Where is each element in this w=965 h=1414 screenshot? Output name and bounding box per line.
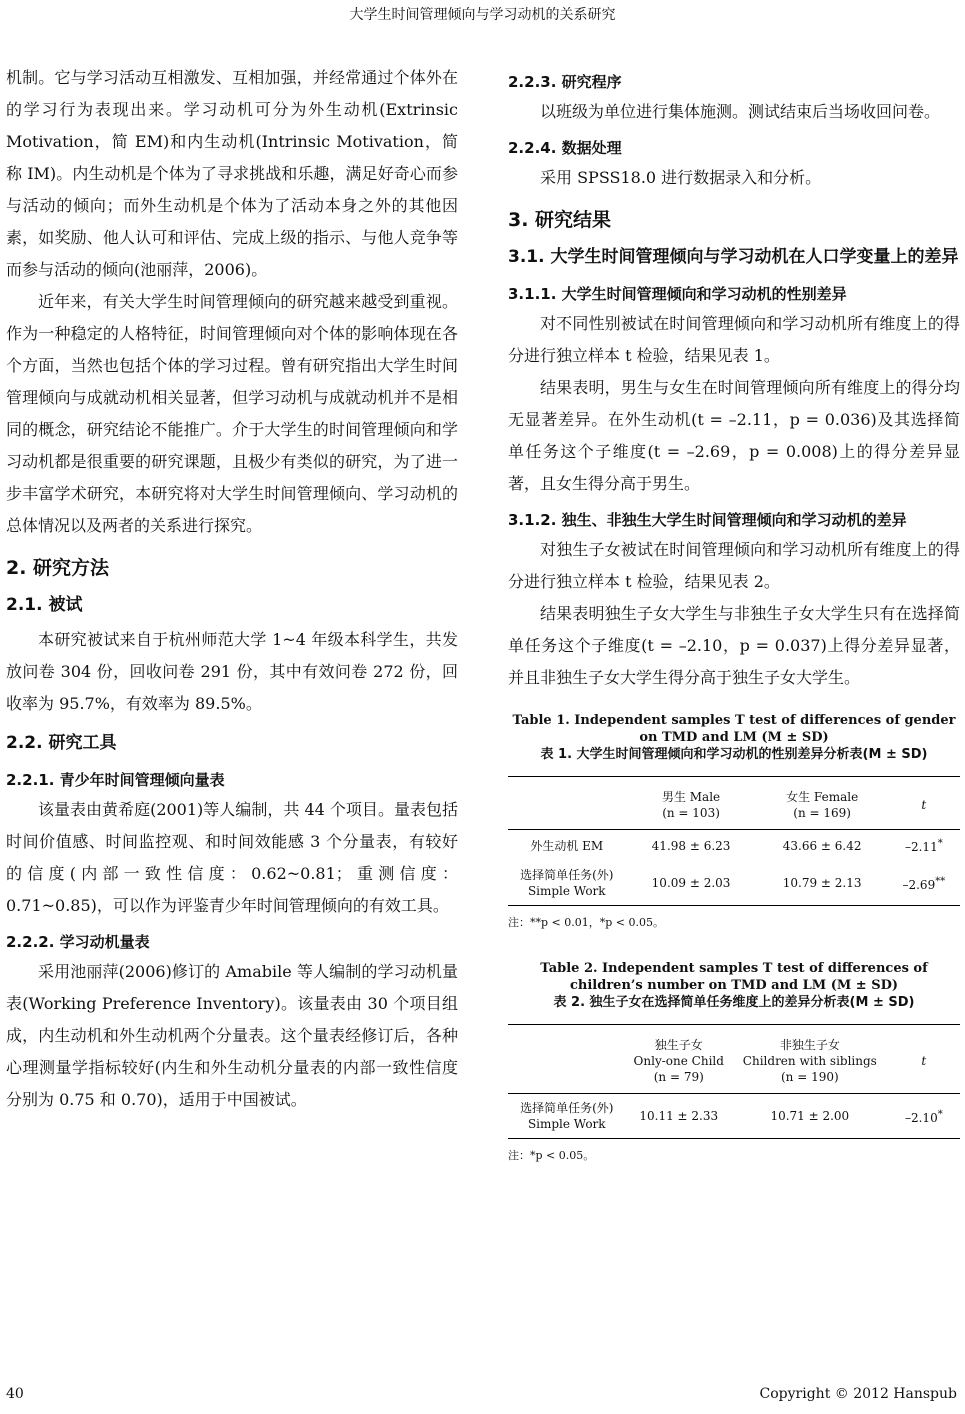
subsection-heading: 3.1. 大学生时间管理倾向与学习动机在人口学变量上的差异 — [508, 247, 959, 267]
table-header-cell: t — [888, 777, 960, 830]
row-label: 选择简单任务(外) Simple Work — [520, 868, 614, 898]
right-column — [508, 62, 960, 1163]
t-value: –2.11* — [904, 838, 943, 854]
table-row — [508, 861, 960, 906]
male-value: 10.09 ± 2.03 — [651, 876, 731, 890]
table-2 — [508, 1024, 960, 1139]
paragraph: 本研究被试来自于杭州师范大学 1~4 年级本科学生，共发放问卷 304 份，回收问卷 291 份，其中有效问卷 272 份，回收率为 95.7%，有效率为 89.5%。 — [6, 630, 458, 713]
section-heading: 2. 研究方法 — [6, 557, 110, 579]
subsubsection-heading: 3.1.1. 大学生时间管理倾向和学习动机的性别差异 — [508, 285, 847, 303]
paragraph: 对独生子女被试在时间管理倾向和学习动机所有维度上的得分进行独立样本 t 检验，结果见表 2。 — [508, 540, 960, 591]
table-header-cell — [508, 777, 626, 830]
female-value: 43.66 ± 6.42 — [782, 838, 862, 853]
subsection-heading: 2.1. 被试 — [6, 595, 83, 615]
page-number: 40 — [6, 1386, 24, 1402]
t-value: –2.69** — [902, 875, 946, 892]
paragraph: 对不同性别被试在时间管理倾向和学习动机所有维度上的得分进行独立样本 t 检验，结果见表 1。 — [508, 314, 960, 365]
row-label: 选择简单任务(外) Simple Work — [520, 1101, 614, 1131]
paragraph: 结果表明，男生与女生在时间管理倾向所有维度上的得分均无显著差异。在外生动机(t = –2.11，p = 0.036)及其选择简单任务这个子维度(t = –2.69，p = 0.008)上的得分差异显著，且女生得分高于男生。 — [508, 378, 960, 493]
table-header-cell — [508, 1025, 626, 1094]
t-value: –2.10* — [904, 1108, 943, 1125]
subsubsection-heading: 2.2.3. 研究程序 — [508, 73, 622, 91]
table-1-caption-cn: 表 1. 大学生时间管理倾向和学习动机的性别差异分析表(M ± SD) — [540, 747, 928, 762]
table-header-cell: 男生 Male (n = 103) — [626, 777, 757, 830]
table-1-note: 注：**p < 0.01，*p < 0.05。 — [508, 916, 664, 929]
paragraph: 采用 SPSS18.0 进行数据录入和分析。 — [540, 168, 822, 187]
table-header-cell: 女生 Female (n = 169) — [757, 777, 888, 830]
subsection-heading: 2.2. 研究工具 — [6, 733, 117, 753]
table-header-cell: 非独生子女 Children with siblings (n = 190) — [732, 1025, 888, 1094]
siblings-value: 10.71 ± 2.00 — [770, 1109, 850, 1123]
table-header-cell: t — [888, 1025, 960, 1094]
table-row — [508, 830, 960, 862]
paragraph: 机制。它与学习活动互相激发、互相加强，并经常通过个体外在的学习行为表现出来。学习动机可分为外生动机(Extrinsic Motivation，简 EM)和内生动机(Intrinsic Motivation，简称 IM)。内生动机是个体为了寻求挑战和乐趣，满足好奇心而参与活动的倾向；而外生动机是个体为了活动本身之外的其他因素，如奖励、他人认可和评估、完成上级的指示、与他人竞争等而参与活动的倾向(池丽萍，2006)。 — [6, 68, 458, 279]
table-2-note: 注：*p < 0.05。 — [508, 1149, 595, 1162]
row-label: 外生动机 EM — [530, 838, 604, 853]
table-2-caption-en: Table 2. Independent samples T test of differences of children’s number on TMD and LM (M ± SD) — [540, 961, 928, 993]
male-value: 41.98 ± 6.23 — [651, 838, 731, 853]
left-column — [6, 62, 458, 1116]
table-1-caption-en: Table 1. Independent samples T test of differences of gender on TMD and LM (M ± SD) — [512, 713, 956, 745]
paragraph: 近年来，有关大学生时间管理倾向的研究越来越受到重视。作为一种稳定的人格特征，时间管理倾向对个体的影响体现在各个方面，当然也包括个体的学习过程。曾有研究指出大学生时间管理倾向与成就动机相关显著，但学习动机与成就动机并不是相同的概念，研究结论不能推广。介于大学生的时间管理倾向和学习动机都是很重要的研究课题，且极少有类似的研究，为了进一步丰富学术研究，本研究将对大学生时间管理倾向、学习动机的总体情况以及两者的关系进行探究。 — [6, 292, 458, 535]
table-2-caption-cn: 表 2. 独生子女在选择简单任务维度上的差异分析表(M ± SD) — [553, 995, 915, 1010]
paragraph: 以班级为单位进行集体施测。测试结束后当场收回问卷。 — [540, 102, 941, 121]
section-heading: 3. 研究结果 — [508, 209, 612, 231]
subsubsection-heading: 2.2.4. 数据处理 — [508, 139, 622, 157]
table-header-cell: 独生子女 Only-one Child (n = 79) — [626, 1025, 732, 1094]
running-header: 大学生时间管理倾向与学习动机的关系研究 — [349, 7, 616, 23]
copyright: Copyright © 2012 Hanspub — [759, 1386, 957, 1402]
table-1 — [508, 776, 960, 906]
paragraph: 采用池丽萍(2006)修订的 Amabile 等人编制的学习动机量表(Working Preference Inventory)。该量表由 30 个项目组成，内生动机和外生动机两个分量表。这个量表经修订后，各种心理测量学指标较好(内生和外生动机分量表的内部一致性信度分别为 0.75 和 0.70)，适用于中国被试。 — [6, 962, 458, 1109]
subsubsection-heading: 2.2.1. 青少年时间管理倾向量表 — [6, 771, 225, 789]
only-child-value: 10.11 ± 2.33 — [639, 1109, 719, 1123]
female-value: 10.79 ± 2.13 — [782, 876, 862, 890]
paragraph: 该量表由黄希庭(2001)等人编制，共 44 个项目。量表包括时间价值感、时间监控观、和时间效能感 3 个分量表，有较好的信度(内部一致性信度：0.62~0.81；重测信度：0.71~0.85)，可以作为评鉴青少年时间管理倾向的有效工具。 — [6, 800, 458, 915]
subsubsection-heading: 3.1.2. 独生、非独生大学生时间管理倾向和学习动机的差异 — [508, 511, 907, 529]
paragraph: 结果表明独生子女大学生与非独生子女大学生只有在选择简单任务这个子维度(t = –2.10，p = 0.037)上得分差异显著，并且非独生子女大学生得分高于独生子女大学生。 — [508, 604, 960, 687]
table-row — [508, 1094, 960, 1139]
subsubsection-heading: 2.2.2. 学习动机量表 — [6, 933, 150, 951]
